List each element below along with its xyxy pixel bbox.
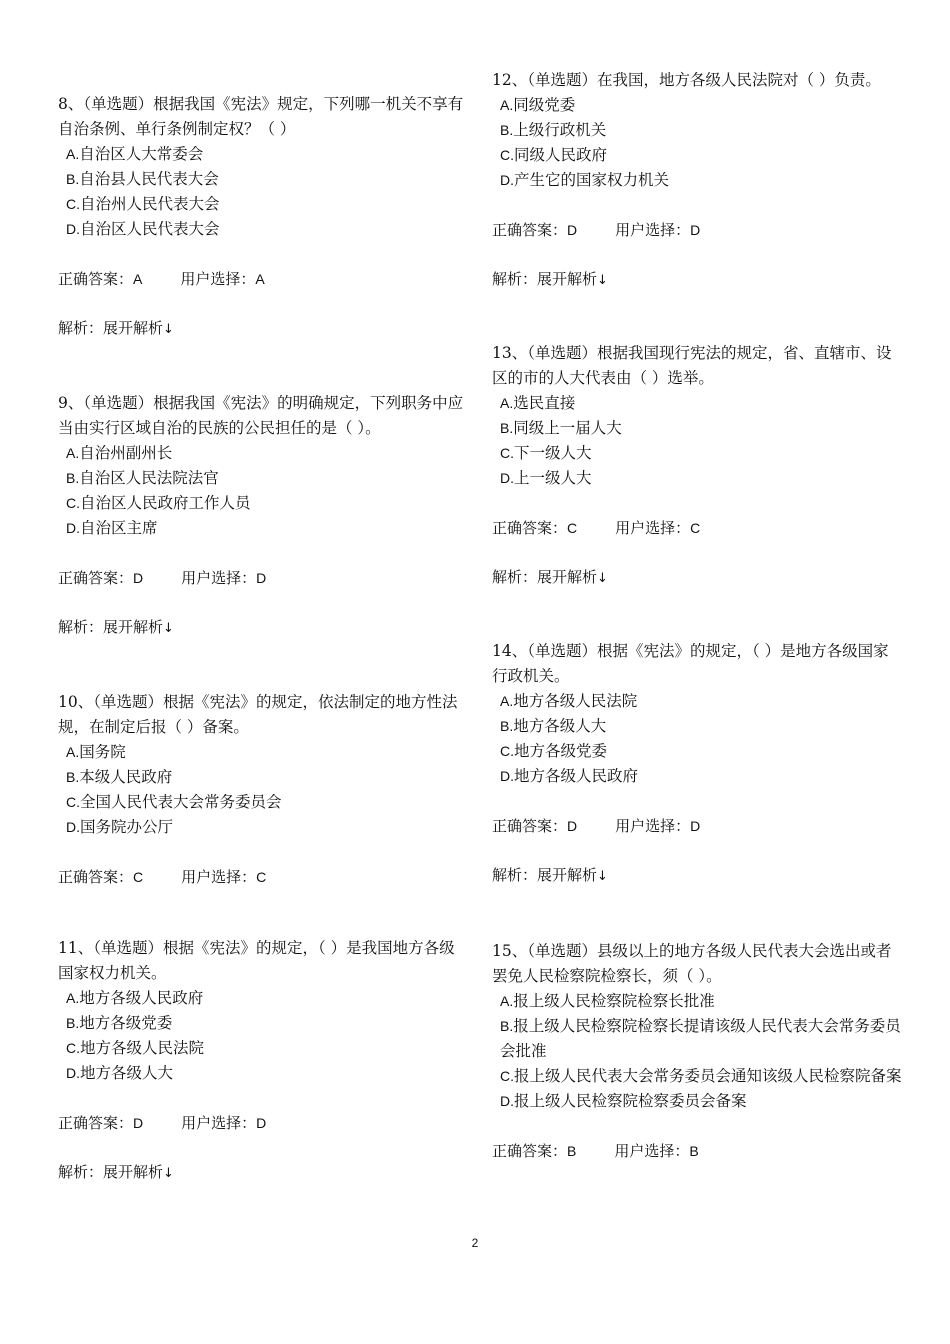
user-choice-value: B [689,1143,699,1159]
user-choice-label: 用户选择： [615,221,691,239]
answer-line [492,814,902,839]
option-a [492,93,902,118]
correct-answer-value: A [133,271,143,287]
question-text: 12、（单选题）在我国，地方各级人民法院对（ ）负责。 [492,71,881,89]
arrow-down-icon[interactable]: ↓ [597,273,608,288]
option-d [58,217,468,242]
correct-answer-value: D [133,570,144,586]
question-14 [492,639,902,889]
option-text: 自治州人民代表大会 [80,195,220,213]
option-c [58,491,468,516]
option-text: 下一级人大 [514,444,592,462]
option-text: 地方各级人民政府 [79,989,204,1007]
option-letter: A. [66,744,80,760]
option-b [492,1014,902,1064]
option-c [58,790,468,815]
analysis-line [492,565,902,591]
option-b [58,1011,468,1036]
option-text: 自治州副州长 [79,444,173,462]
arrow-down-icon[interactable]: ↓ [597,869,608,884]
option-letter: D. [66,819,80,835]
analysis-label: 解析： [58,618,104,636]
option-letter: C. [500,445,514,461]
option-d [492,764,902,789]
answer-line [492,516,902,541]
analysis-line [492,267,902,293]
option-a [492,989,902,1014]
option-letter: D. [500,768,514,784]
option-letter: B. [66,1015,80,1031]
option-b [58,167,468,192]
option-list [492,391,902,491]
option-text: 上级行政机关 [513,121,607,139]
user-choice-label: 用户选择： [180,270,256,288]
option-c [492,739,902,764]
expand-analysis-link[interactable]: 展开解析 [103,319,164,337]
correct-answer-label: 正确答案： [492,221,568,239]
option-text: 同级党委 [513,96,576,114]
option-d [58,815,468,840]
question-9 [58,391,468,641]
option-text: 地方各级人大 [513,717,607,735]
option-d [492,466,902,491]
analysis-label: 解析： [58,1163,104,1181]
question-text: 8、（单选题）根据我国《宪法》规定，下列哪一机关不享有自治条例、单行条例制定权？（ ） [58,95,464,138]
question-text: 11、（单选题）根据《宪法》的规定，（ ）是我国地方各级国家权力机关。 [58,939,455,982]
page-number: 2 [471,1236,479,1250]
option-text: 自治区人民代表大会 [80,220,220,238]
option-text: 地方各级人大 [80,1064,174,1082]
expand-analysis-link[interactable]: 展开解析 [103,618,164,636]
user-choice-value: C [690,520,701,536]
option-letter: C. [500,743,514,759]
correct-answer-label: 正确答案： [58,1114,134,1132]
option-text: 国务院办公厅 [80,818,174,836]
option-letter: D. [66,221,80,237]
user-choice-value: A [255,271,265,287]
option-letter: B. [66,470,80,486]
user-choice-value: D [256,570,267,586]
option-letter: D. [66,520,80,536]
expand-analysis-link[interactable]: 展开解析 [537,866,598,884]
option-b [492,714,902,739]
user-choice-label: 用户选择： [615,817,691,835]
correct-answer-label: 正确答案： [492,1142,568,1160]
option-letter: A. [500,97,514,113]
option-text: 地方各级人民法院 [513,692,638,710]
option-text: 选民直接 [513,394,576,412]
option-text: 自治区人民法院法官 [79,469,219,487]
option-a [58,441,468,466]
option-text: 地方各级党委 [79,1014,173,1032]
user-choice-value: D [690,222,701,238]
user-choice-label: 用户选择： [181,868,257,886]
answer-line [58,1111,468,1136]
option-text: 自治区人民政府工作人员 [80,494,251,512]
option-d [58,1061,468,1086]
option-text: 报上级人民代表大会常务委员会通知该级人民检察院备案 [514,1067,902,1085]
option-text: 自治区主席 [80,519,158,537]
analysis-label: 解析： [58,319,104,337]
option-letter: C. [66,1040,80,1056]
option-a [492,391,902,416]
option-text: 地方各级人民法院 [80,1039,205,1057]
arrow-down-icon[interactable]: ↓ [163,322,174,337]
question-text: 15、（单选题）县级以上的地方各级人民代表大会选出或者罢免人民检察院检察长，须（ ）。 [492,942,892,985]
correct-answer-value: C [133,869,144,885]
option-letter: B. [66,171,80,187]
option-list [58,441,468,541]
question-text: 13、（单选题）根据我国现行宪法的规定，省、直辖市、设区的市的人大代表由（ ）选举。 [492,344,892,387]
answer-line [492,1139,902,1164]
option-letter: A. [500,993,514,1009]
analysis-label: 解析： [492,568,538,586]
correct-answer-value: D [567,222,578,238]
expand-analysis-link[interactable]: 展开解析 [103,1163,164,1181]
question-13 [492,341,902,591]
analysis-line [58,615,468,641]
option-letter: A. [66,146,80,162]
option-d [492,1089,902,1114]
question-10 [58,690,468,890]
answer-line [58,566,468,591]
option-a [58,986,468,1011]
option-c [58,192,468,217]
option-c [58,1036,468,1061]
option-text: 全国人民代表大会常务委员会 [80,793,282,811]
option-a [58,740,468,765]
option-d [492,168,902,193]
arrow-down-icon[interactable]: ↓ [163,1166,174,1181]
option-letter: B. [500,718,514,734]
question-text: 14、（单选题）根据《宪法》的规定，（ ）是地方各级国家行政机关。 [492,642,889,685]
analysis-label: 解析： [492,270,538,288]
option-text: 国务院 [79,743,126,761]
user-choice-label: 用户选择： [181,1114,257,1132]
option-letter: D. [500,172,514,188]
option-text: 报上级人民检察院检察长批准 [513,992,715,1010]
user-choice-label: 用户选择： [614,1142,690,1160]
correct-answer-value: D [567,818,578,834]
option-c [492,143,902,168]
expand-analysis-link[interactable]: 展开解析 [537,270,598,288]
option-text: 自治区人大常委会 [79,145,204,163]
answer-line [58,865,468,890]
option-letter: B. [500,1018,514,1034]
option-text: 同级人民政府 [514,146,608,164]
question-12 [492,68,902,293]
correct-answer-label: 正确答案： [492,519,568,537]
option-b [492,118,902,143]
analysis-line [492,863,902,889]
answer-line [492,218,902,243]
correct-answer-label: 正确答案： [58,868,134,886]
option-letter: C. [66,196,80,212]
option-list [492,989,902,1114]
option-text: 产生它的国家权力机关 [514,171,670,189]
option-b [58,466,468,491]
user-choice-value: D [690,818,701,834]
question-11 [58,936,468,1186]
option-text: 本级人民政府 [79,768,173,786]
correct-answer-value: C [567,520,578,536]
question-15 [492,939,902,1164]
correct-answer-label: 正确答案： [492,817,568,835]
option-list [492,93,902,193]
option-b [58,765,468,790]
option-text: 同级上一届人大 [513,419,622,437]
option-letter: B. [66,769,80,785]
option-letter: B. [500,122,514,138]
left-column [58,92,468,1186]
option-list [58,142,468,242]
option-a [58,142,468,167]
option-text: 地方各级人民政府 [514,767,639,785]
right-column [492,68,902,1164]
expand-analysis-link[interactable]: 展开解析 [537,568,598,586]
correct-answer-value: B [567,1143,577,1159]
answer-line [58,267,468,292]
option-text: 上一级人大 [514,469,592,487]
analysis-line [58,1160,468,1186]
option-letter: C. [66,495,80,511]
option-c [492,1064,902,1089]
arrow-down-icon[interactable]: ↓ [163,621,174,636]
correct-answer-label: 正确答案： [58,270,134,288]
question-8 [58,92,468,342]
analysis-label: 解析： [492,866,538,884]
user-choice-label: 用户选择： [615,519,691,537]
option-c [492,441,902,466]
option-letter: D. [66,1065,80,1081]
option-text: 地方各级党委 [514,742,608,760]
option-letter: C. [66,794,80,810]
option-list [58,986,468,1086]
user-choice-value: D [256,1115,267,1131]
option-letter: C. [500,147,514,163]
option-text: 报上级人民检察院检察长提请该级人民代表大会常务委员会批准 [500,1017,901,1060]
option-letter: D. [500,1093,514,1109]
option-d [58,516,468,541]
option-text: 自治县人民代表大会 [79,170,219,188]
option-letter: C. [500,1068,514,1084]
correct-answer-label: 正确答案： [58,569,134,587]
option-text: 报上级人民检察院检察委员会备案 [514,1092,747,1110]
option-list [58,740,468,840]
arrow-down-icon[interactable]: ↓ [597,571,608,586]
option-letter: A. [66,990,80,1006]
question-text: 10、（单选题）根据《宪法》的规定，依法制定的地方性法规，在制定后报（ ）备案。 [58,693,458,736]
question-text: 9、（单选题）根据我国《宪法》的明确规定，下列职务中应当由实行区域自治的民族的公民担任的是（ ）。 [58,394,464,437]
option-letter: D. [500,470,514,486]
option-letter: A. [66,445,80,461]
option-letter: A. [500,395,514,411]
option-a [492,689,902,714]
option-letter: B. [500,420,514,436]
analysis-line [58,316,468,342]
correct-answer-value: D [133,1115,144,1131]
option-b [492,416,902,441]
user-choice-value: C [256,869,267,885]
option-letter: A. [500,693,514,709]
option-list [492,689,902,789]
user-choice-label: 用户选择： [181,569,257,587]
